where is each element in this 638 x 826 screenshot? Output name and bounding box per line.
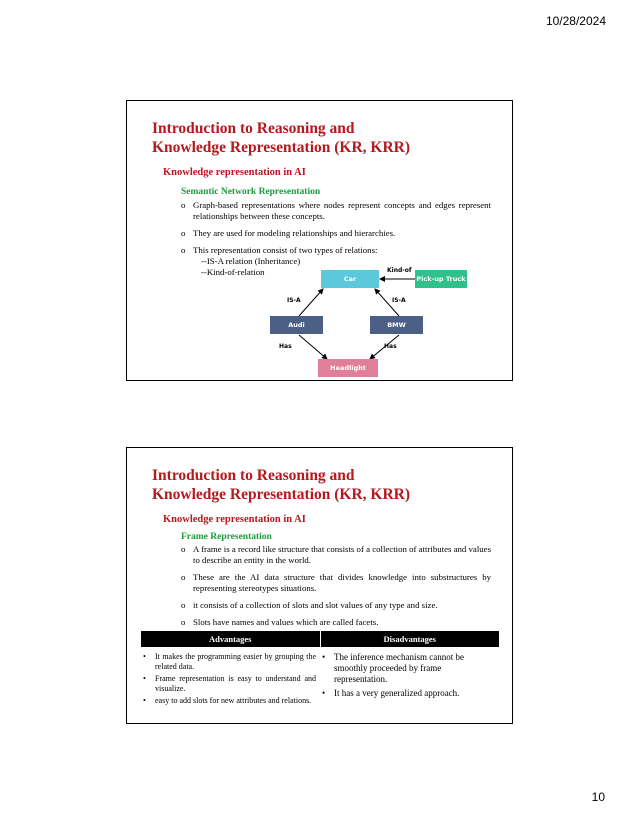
page-number: 10 <box>591 790 605 804</box>
node-headlight: Headlight <box>318 359 378 377</box>
header-advantages: Advantages <box>141 631 321 647</box>
disadvantages-list <box>320 652 499 708</box>
slide-subtitle: Knowledge representation in AI <box>163 514 306 525</box>
slide-title-line1: Introduction to Reasoning and <box>152 120 355 137</box>
section-heading: Semantic Network Representation <box>181 187 321 197</box>
list-item: o Slots have names and values which are called facets. <box>181 617 379 627</box>
slide-title-line2: Knowledge Representation (KR, KRR) <box>152 139 411 156</box>
advantages-list <box>141 652 320 708</box>
list-item: • It has a very generalized approach. <box>322 688 460 698</box>
list-item: o This representation consist of two types of relations: --IS-A relation (Inheritance) --Kind-of-relation <box>181 245 491 278</box>
edge-audi-headlight <box>299 335 327 359</box>
bullet-marker: • <box>143 696 146 705</box>
list-item: o Graph-based representations where nodes represent concepts and edges represent relationships between these concepts. <box>181 200 491 221</box>
bullet-marker: o <box>181 572 186 582</box>
relation-kind-of: --Kind-of-relation <box>201 267 265 277</box>
header-disadvantages: Disadvantages <box>383 634 436 644</box>
bullet-marker: o <box>181 228 186 238</box>
list-item: o A frame is a record like structure that consists of a collection of attributes and values to describe an entity in the world. <box>181 544 491 565</box>
bullet-marker: • <box>143 674 146 683</box>
list-item: o These are the AI data structure that divides knowledge into substructures by representing stereotypes situations. <box>181 572 491 593</box>
edge-label-kind-of: Kind-of <box>387 267 412 274</box>
table-body <box>141 647 499 708</box>
list-item: o They are used for modeling relationships and hierarchies. <box>181 228 396 238</box>
bullet-marker: o <box>181 544 186 554</box>
list-item: • It makes the programming easier by grouping the related data. <box>143 652 316 671</box>
edge-audi-car <box>299 289 323 316</box>
bullet-marker: o <box>181 200 186 210</box>
node-car: Car <box>321 270 379 288</box>
pros-cons-table <box>141 631 499 708</box>
node-pickup-truck: Pick-up Truck <box>415 270 467 288</box>
slide-title-line1: Introduction to Reasoning and <box>152 467 355 484</box>
section-heading: Frame Representation <box>181 532 272 542</box>
edge-label-is-a-left: IS-A <box>287 297 301 304</box>
list-item: o it consists of a collection of slots and slot values of any type and size. <box>181 600 438 610</box>
diagram-edges <box>127 101 514 382</box>
edge-label-is-a-right: IS-A <box>392 297 406 304</box>
list-item: • Frame representation is easy to understand and visualize. <box>143 674 316 693</box>
edge-label-has-left: Has <box>279 343 292 350</box>
list-item: • The inference mechanism cannot be smoothly proceeded by frame representation. <box>322 652 464 684</box>
slide-subtitle: Knowledge representation in AI <box>163 167 306 178</box>
table-header <box>141 631 499 647</box>
relation-isa: --IS-A relation (Inheritance) <box>201 256 301 266</box>
node-bmw: BMW <box>370 316 423 334</box>
node-audi: Audi <box>270 316 323 334</box>
bullet-marker: • <box>322 688 326 698</box>
list-item: • easy to add slots for new attributes and relations. <box>143 696 312 705</box>
bullet-marker: • <box>322 652 326 662</box>
bullet-marker: • <box>143 652 146 661</box>
slide-frame-representation <box>126 447 513 724</box>
bullet-marker: o <box>181 617 186 627</box>
print-date: 10/28/2024 <box>545 14 606 28</box>
bullet-marker: o <box>181 600 186 610</box>
bullet-list <box>181 544 491 634</box>
slide-title-line2: Knowledge Representation (KR, KRR) <box>152 486 411 503</box>
edge-label-has-right: Has <box>384 343 397 350</box>
slide-title <box>152 466 410 504</box>
bullet-marker: o <box>181 245 186 255</box>
slide-semantic-network <box>126 100 513 381</box>
